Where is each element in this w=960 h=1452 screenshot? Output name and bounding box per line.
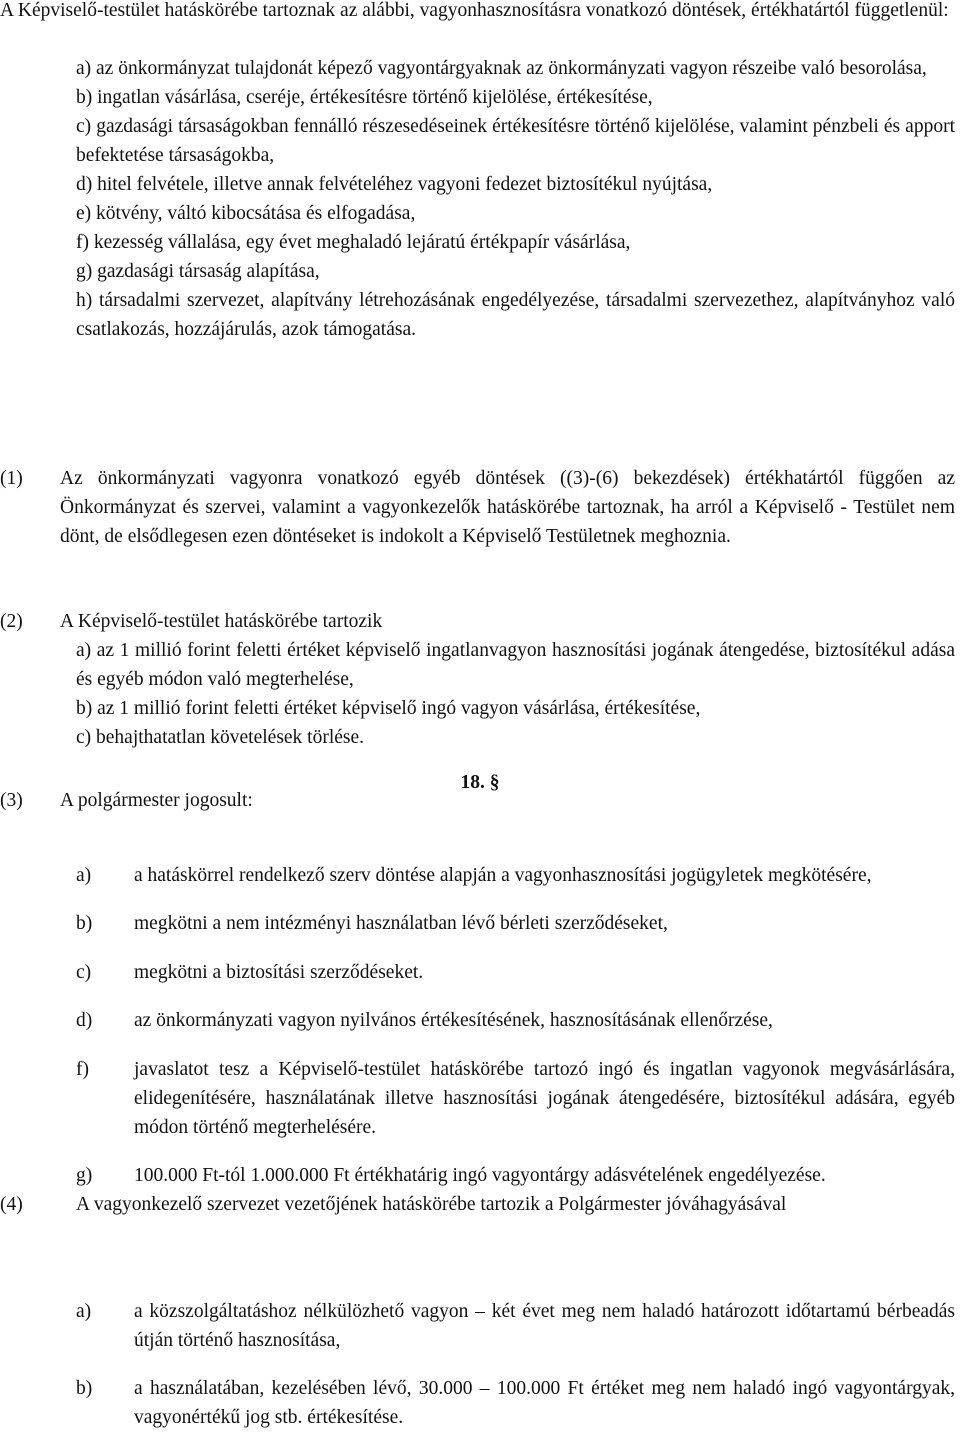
paragraph-number: (3) bbox=[0, 790, 23, 811]
paragraph-number: (4) bbox=[0, 1194, 23, 1215]
item-text: megkötni a biztosítási szerződéseket. bbox=[134, 961, 424, 983]
item-text: az önkormányzati vagyon nyilvános értékesítésének, hasznosításának ellenőrzése, bbox=[134, 1010, 773, 1031]
paragraph-lead: A Képviselő-testület hatáskörébe tartozik bbox=[60, 611, 383, 632]
paragraph-4-list bbox=[76, 1277, 955, 1452]
paragraph-lead: A polgármester jogosult: bbox=[60, 790, 253, 811]
item-text: a használatában, kezelésében lévő, 30.000 – 100.000 Ft értéket meg nem haladó ingó vagyontárgyak, vagyonértékű jog stb. értékesítése. bbox=[134, 1378, 955, 1428]
list-item bbox=[76, 1374, 955, 1432]
list-item bbox=[76, 958, 955, 987]
list-item bbox=[76, 1161, 955, 1190]
intro-item-e: e) kötvény, váltó kibocsátása és elfogadása, bbox=[76, 203, 416, 224]
intro-item-d: d) hitel felvétele, illetve annak felvételéhez vagyoni fedezet biztosítékul nyújtása, bbox=[76, 174, 713, 195]
paragraph-number: (1) bbox=[0, 468, 23, 489]
item-text: megkötni a nem intézményi használatban lévő bérleti szerződéseket, bbox=[134, 913, 668, 934]
item-label: a) bbox=[76, 1300, 92, 1322]
section-heading: 18. § bbox=[460, 772, 500, 793]
paragraph-lead: A vagyonkezelő szervezet vezetőjének hatáskörébe tartozik a Polgármester jóváhagyásával bbox=[76, 1194, 787, 1215]
intro-item-f: f) kezesség vállalása, egy évet meghaladó lejáratú értékpapír vásárlása, bbox=[76, 232, 631, 253]
item-text: 100.000 Ft-tól 1.000.000 Ft értékhatárig ingó vagyontárgy adásvételének engedélyezése. bbox=[134, 1165, 826, 1186]
intro-item-h: h) társadalmi szervezet, alapítvány létrehozásának engedélyezése, társadalmi szervezethez, alapítványhoz való csatlakozás, hozzájárulás, azok támogatása. bbox=[76, 290, 955, 340]
list-item bbox=[76, 1055, 955, 1142]
item-label: b) bbox=[76, 913, 93, 934]
paragraph-text: Az önkormányzati vagyonra vonatkozó egyéb döntések ((3)-(6) bekezdések) értékhatártól függően az Önkormányzat és szervei, valamint a vagyonkezelők hatáskörébe tartoznak, ha arról a Képviselő - Testület nem dönt, de elsődlegesen ezen döntéseket is indokolt a Képviselő Testületnek meghoznia. bbox=[60, 468, 955, 547]
item-label: f) bbox=[76, 1058, 89, 1080]
intro-item-a: a) az önkormányzat tulajdonát képező vagyontárgyaknak az önkormányzati vagyon részeibe való besorolása, bbox=[76, 58, 927, 79]
intro-item-c: c) gazdasági társaságokban fennálló részesedéseinek értékesítésre történő kijelölése, valamint pénzbeli és apport befektetése társaságokba, bbox=[76, 116, 955, 166]
item-text: a hatáskörrel rendelkező szerv döntése alapján a vagyonhasznosítási jogügyletek megkötésére, bbox=[134, 864, 872, 886]
list-item: c) behajthatatlan követelések törlése. bbox=[76, 727, 365, 748]
list-item bbox=[76, 909, 955, 938]
item-text: javaslatot tesz a Képviselő-testület hatáskörébe tartozó ingó és ingatlan vagyonok megvásárlására, elidegenítésére, használatának illetve hasznosítási jogának átengedésére, biztosítékul adására, egyéb módon történő megterhelésére. bbox=[134, 1058, 955, 1138]
paragraph-number: (2) bbox=[0, 611, 23, 632]
list-item: b) az 1 millió forint feletti értéket képviselő ingó vagyon vásárlása, értékesítése, bbox=[76, 698, 701, 719]
item-label: d) bbox=[76, 1010, 93, 1031]
paragraph-2-list bbox=[76, 636, 955, 752]
item-text: a közszolgáltatáshoz nélkülözhető vagyon – két évet meg nem haladó határozott időtartamú bérbeadás útján történő hasznosítása, bbox=[134, 1300, 955, 1351]
intro-item-b: b) ingatlan vásárlása, cseréje, értékesítésre történő kijelölése, értékesítése, bbox=[76, 87, 653, 108]
item-label: g) bbox=[76, 1165, 93, 1186]
item-label: c) bbox=[76, 961, 92, 983]
paragraph-3-list bbox=[76, 841, 955, 1210]
list-item bbox=[76, 1006, 955, 1035]
item-label: b) bbox=[76, 1378, 93, 1399]
item-label: a) bbox=[76, 864, 92, 886]
intro-item-g: g) gazdasági társaság alapítása, bbox=[76, 261, 320, 282]
list-item bbox=[76, 861, 955, 890]
list-item bbox=[76, 1297, 955, 1355]
list-item: a) az 1 millió forint feletti értéket képviselő ingatlanvagyon hasznosítási jogának átengedése, biztosítékul adása és egyéb módon való megterhelése, bbox=[76, 640, 955, 690]
intro-list bbox=[76, 54, 955, 344]
intro-paragraph: A Képviselő-testület hatáskörébe tartoznak az alábbi, vagyonhasznosításra vonatkozó döntések, értékhatártól függetlenül: bbox=[0, 0, 949, 21]
